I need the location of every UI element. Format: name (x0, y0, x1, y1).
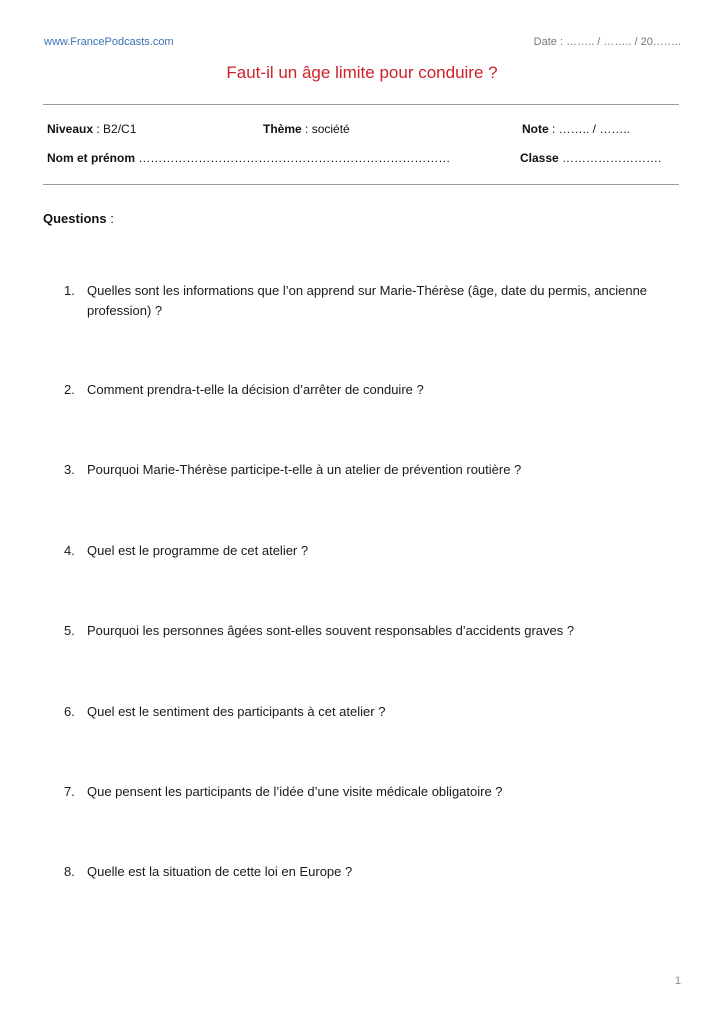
question-number: 4. (64, 543, 75, 558)
theme-label: Thème (263, 122, 302, 136)
question-number: 2. (64, 382, 75, 397)
site-link[interactable]: www.FrancePodcasts.com (44, 36, 174, 48)
question-text: Quel est le sentiment des participants à cet atelier ? (87, 704, 386, 719)
question-item (64, 460, 684, 480)
question-item (64, 380, 684, 400)
theme-value: : société (301, 122, 350, 136)
niveaux-field (47, 122, 136, 136)
question-number: 6. (64, 704, 75, 719)
classe-value: ……………………. (558, 151, 662, 165)
question-item (64, 541, 684, 561)
top-divider (43, 104, 679, 105)
question-text: Comment prendra-t-elle la décision d’arrêter de conduire ? (87, 382, 424, 397)
question-text: Que pensent les participants de l’idée d’une visite médicale obligatoire ? (87, 784, 503, 799)
questions-heading (43, 211, 114, 226)
question-number: 7. (64, 784, 75, 799)
page-title: Faut-il un âge limite pour conduire ? (226, 63, 498, 82)
theme-field (263, 122, 350, 136)
question-item (64, 862, 684, 882)
nom-prenom-value: …………………………………………………………………… (135, 151, 451, 165)
questions-suffix: : (106, 211, 114, 226)
question-text: Quel est le programme de cet atelier ? (87, 543, 309, 558)
question-item (64, 702, 684, 722)
nom-prenom-field (47, 151, 450, 165)
question-number: 8. (64, 864, 75, 879)
bottom-divider (43, 184, 679, 185)
note-label: Note (522, 122, 549, 136)
note-field (522, 122, 630, 136)
question-item (64, 782, 684, 802)
niveaux-value: : B2/C1 (93, 122, 137, 136)
question-number: 3. (64, 462, 75, 477)
nom-prenom-label: Nom et prénom (47, 151, 136, 165)
question-text: Pourquoi Marie-Thérèse participe-t-elle à un atelier de prévention routière ? (87, 462, 522, 477)
question-item (64, 621, 684, 641)
page-number: 1 (674, 975, 681, 987)
classe-label: Classe (520, 151, 559, 165)
question-number: 5. (64, 623, 75, 638)
note-value: : …….. / …….. (548, 122, 631, 136)
classe-field (520, 151, 661, 165)
question-text: Pourquoi les personnes âgées sont-elles souvent responsables d’accidents graves ? (87, 623, 575, 638)
question-number: 1. (64, 283, 75, 298)
question-text: Quelle est la situation de cette loi en Europe ? (87, 864, 353, 879)
question-item (64, 281, 684, 321)
date-field: Date : …….. / …….. / 20…….. (533, 36, 681, 48)
niveaux-label: Niveaux (47, 122, 94, 136)
question-text: Quelles sont les informations que l’on apprend sur Marie-Thérèse (âge, date du permis, ancienne profession) ? (87, 283, 648, 318)
questions-label: Questions (43, 211, 107, 226)
